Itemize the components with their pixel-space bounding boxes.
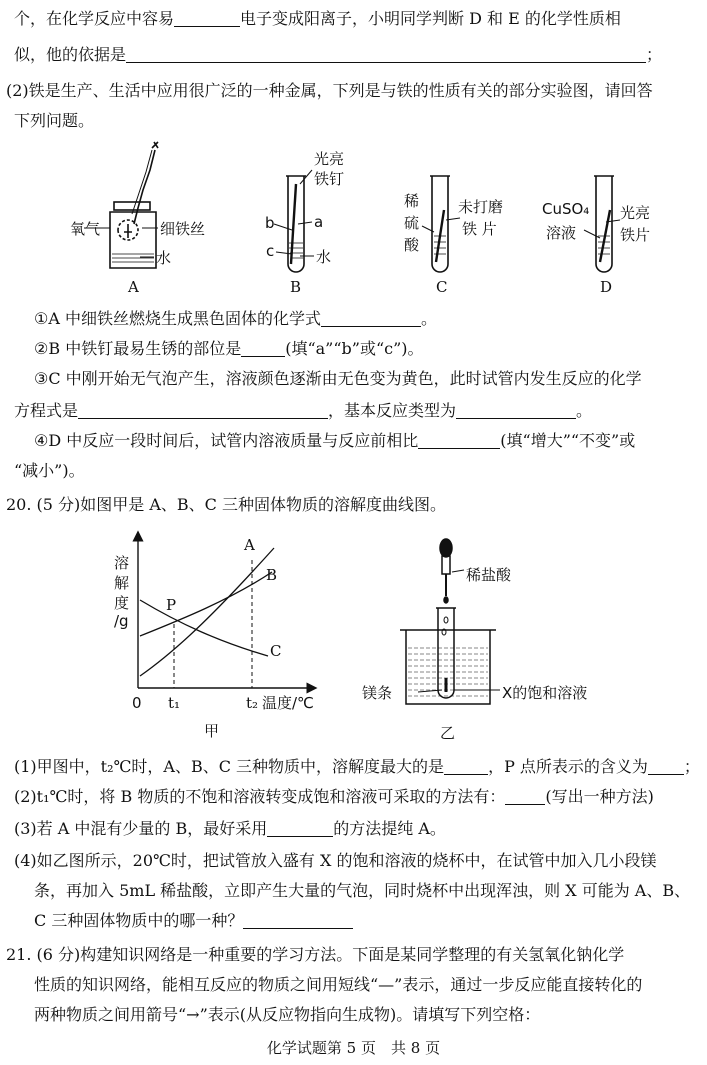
text: 电子变成阳离子，小明同学判断 D 和 E 的化学性质相	[240, 9, 621, 28]
text-line	[14, 818, 446, 840]
label-magnesium: 镁条	[362, 684, 393, 702]
label-x-saturated-solution: X的饱和溶液	[502, 684, 588, 702]
label-iron-sheet-d: 铁片	[620, 226, 651, 244]
label-acid: 酸	[404, 236, 420, 254]
label-cuso4: CuSO₄	[542, 200, 590, 218]
question-text: “减小”)。	[14, 461, 85, 480]
text: ；	[646, 45, 663, 64]
question-text: (2)铁是生产、生活中应用很广泛的一种金属，下列是与铁的性质有关的部分实验图，请回答	[6, 81, 653, 100]
text: 的方法提纯 A。	[333, 819, 446, 838]
text: ④D 中反应一段时间后，试管内溶液质量与反应前相比	[34, 431, 419, 450]
y-axis-label-2: 解	[114, 574, 130, 592]
solubility-chart	[100, 528, 320, 748]
label-iron-sheet-c: 铁 片	[462, 220, 497, 238]
caption-d: D	[600, 278, 613, 296]
beaker-figure	[360, 530, 660, 750]
series-label-c: C	[270, 642, 282, 660]
iron-figure-drawing	[0, 140, 707, 300]
chart-caption: 甲	[204, 722, 220, 740]
text: (1)甲图中，t₂℃时，A、B、C 三种物质中，溶解度最大的是	[14, 757, 445, 776]
label-point-b: b	[265, 214, 275, 232]
answer-blank[interactable]	[174, 10, 240, 27]
text: 似，他的依据是	[14, 45, 127, 64]
text: 个，在化学反应中容易	[14, 9, 175, 28]
beaker-drawing	[360, 530, 660, 750]
label-point-a: a	[314, 213, 324, 231]
series-label-b: B	[266, 566, 278, 584]
origin-label: 0	[132, 694, 142, 712]
answer-blank[interactable]	[456, 402, 576, 419]
y-axis-label-3: 度	[114, 594, 130, 612]
text: (填“a”“b”或“c”)。	[285, 339, 424, 358]
text: ；	[683, 757, 700, 776]
label-unpolished: 未打磨	[458, 198, 504, 216]
text: ②B 中铁钉最易生锈的部位是	[34, 339, 242, 358]
apparatus-d	[584, 176, 620, 272]
question-text: 下列问题。	[14, 111, 95, 130]
y-axis-label-4: /g	[114, 612, 129, 630]
question-text: 条，再加入 5mL 稀盐酸，立即产生大量的气泡，同时烧杯中出现浑浊，则 X 可能为 A、B、	[34, 881, 691, 900]
label-dilute: 稀	[404, 192, 420, 210]
answer-blank[interactable]	[241, 340, 285, 357]
label-dilute-hcl: 稀盐酸	[466, 566, 512, 584]
text: C 三种固体物质中的哪一种？	[34, 911, 244, 930]
question-text: 性质的知识网络，能相互反应的物质之间用短线“—”表示，通过一步反应能直接转化的	[34, 975, 643, 994]
text: (3)若 A 中混有少量的 B，最好采用	[14, 819, 268, 838]
text-line	[14, 400, 592, 422]
question-20-heading: 20. (5 分)如图甲是 A、B、C 三种固体物质的溶解度曲线图。	[6, 495, 447, 514]
text: (写出一种方法)	[545, 787, 654, 806]
page-footer: 化学试题第 5 页 共 8 页	[266, 1039, 441, 1057]
text-line	[14, 756, 700, 778]
text-line	[14, 8, 621, 30]
apparatus-c	[422, 176, 460, 272]
answer-blank[interactable]	[418, 432, 500, 449]
y-axis-label-1: 溶	[114, 554, 130, 572]
question-text: ③C 中刚开始无气泡产生，溶液颜色逐渐由无色变为黄色，此时试管内发生反应的化学	[34, 369, 642, 388]
iron-experiment-figure	[0, 140, 707, 300]
text-line	[34, 430, 635, 452]
answer-blank[interactable]	[243, 912, 353, 929]
text: (2)t₁℃时，将 B 物质的不饱和溶液转变成饱和溶液可采取的方法有：	[14, 787, 506, 806]
label-shiny: 光亮	[314, 150, 345, 168]
text-line	[34, 910, 353, 932]
point-p-label: P	[166, 596, 177, 614]
text-line	[34, 338, 424, 360]
text: ，P 点所表示的含义为	[488, 757, 648, 776]
label-iron-nail: 铁钉	[314, 170, 345, 188]
question-text: 两种物质之间用箭号“→”表示(从反应物指向生成物)。请填写下列空格：	[34, 1005, 541, 1024]
apparatus-b	[274, 170, 314, 272]
answer-blank[interactable]	[444, 758, 488, 775]
text: 。	[421, 309, 438, 328]
text: ，基本反应类型为	[328, 401, 457, 420]
x-axis-label: 温度/℃	[262, 694, 314, 712]
label-oxygen: 氧气	[70, 220, 101, 238]
apparatus-a	[84, 142, 158, 268]
text-line	[34, 308, 437, 330]
label-solution: 溶液	[546, 224, 577, 242]
label-sulfuric: 硫	[404, 214, 420, 232]
series-label-a: A	[244, 536, 255, 554]
caption-a: A	[128, 278, 139, 296]
solubility-chart-svg	[100, 528, 320, 748]
label-water-b: 水	[316, 248, 332, 266]
text: 方程式是	[14, 401, 79, 420]
answer-blank[interactable]	[126, 46, 646, 63]
label-water-a: 水	[156, 249, 172, 267]
question-text: (4)如乙图所示，20℃时，把试管放入盛有 X 的饱和溶液的烧杯中，在试管中加入几小段镁	[14, 851, 657, 870]
question-21-heading: 21. (6 分)构建知识网络是一种重要的学习方法。下面是某同学整理的有关氢氧化钠化学	[6, 945, 625, 964]
text: (填“增大”“不变”或	[500, 431, 636, 450]
answer-blank[interactable]	[78, 402, 328, 419]
label-shiny-d: 光亮	[620, 204, 651, 222]
caption-b: B	[290, 278, 302, 296]
text: ①A 中细铁丝燃烧生成黑色固体的化学式	[34, 309, 321, 328]
answer-blank[interactable]	[648, 758, 684, 775]
text: 。	[576, 401, 593, 420]
answer-blank[interactable]	[267, 820, 333, 837]
tick-label-t2: t₂	[246, 694, 259, 712]
caption-c: C	[436, 278, 448, 296]
text-line	[14, 786, 654, 808]
label-point-c: c	[266, 242, 275, 260]
text-line	[14, 44, 662, 66]
label-fine-iron-wire: 细铁丝	[160, 220, 206, 238]
answer-blank[interactable]	[321, 310, 421, 327]
figure-caption: 乙	[440, 724, 456, 742]
tick-label-t1: t₁	[168, 694, 181, 712]
answer-blank[interactable]	[505, 788, 545, 805]
